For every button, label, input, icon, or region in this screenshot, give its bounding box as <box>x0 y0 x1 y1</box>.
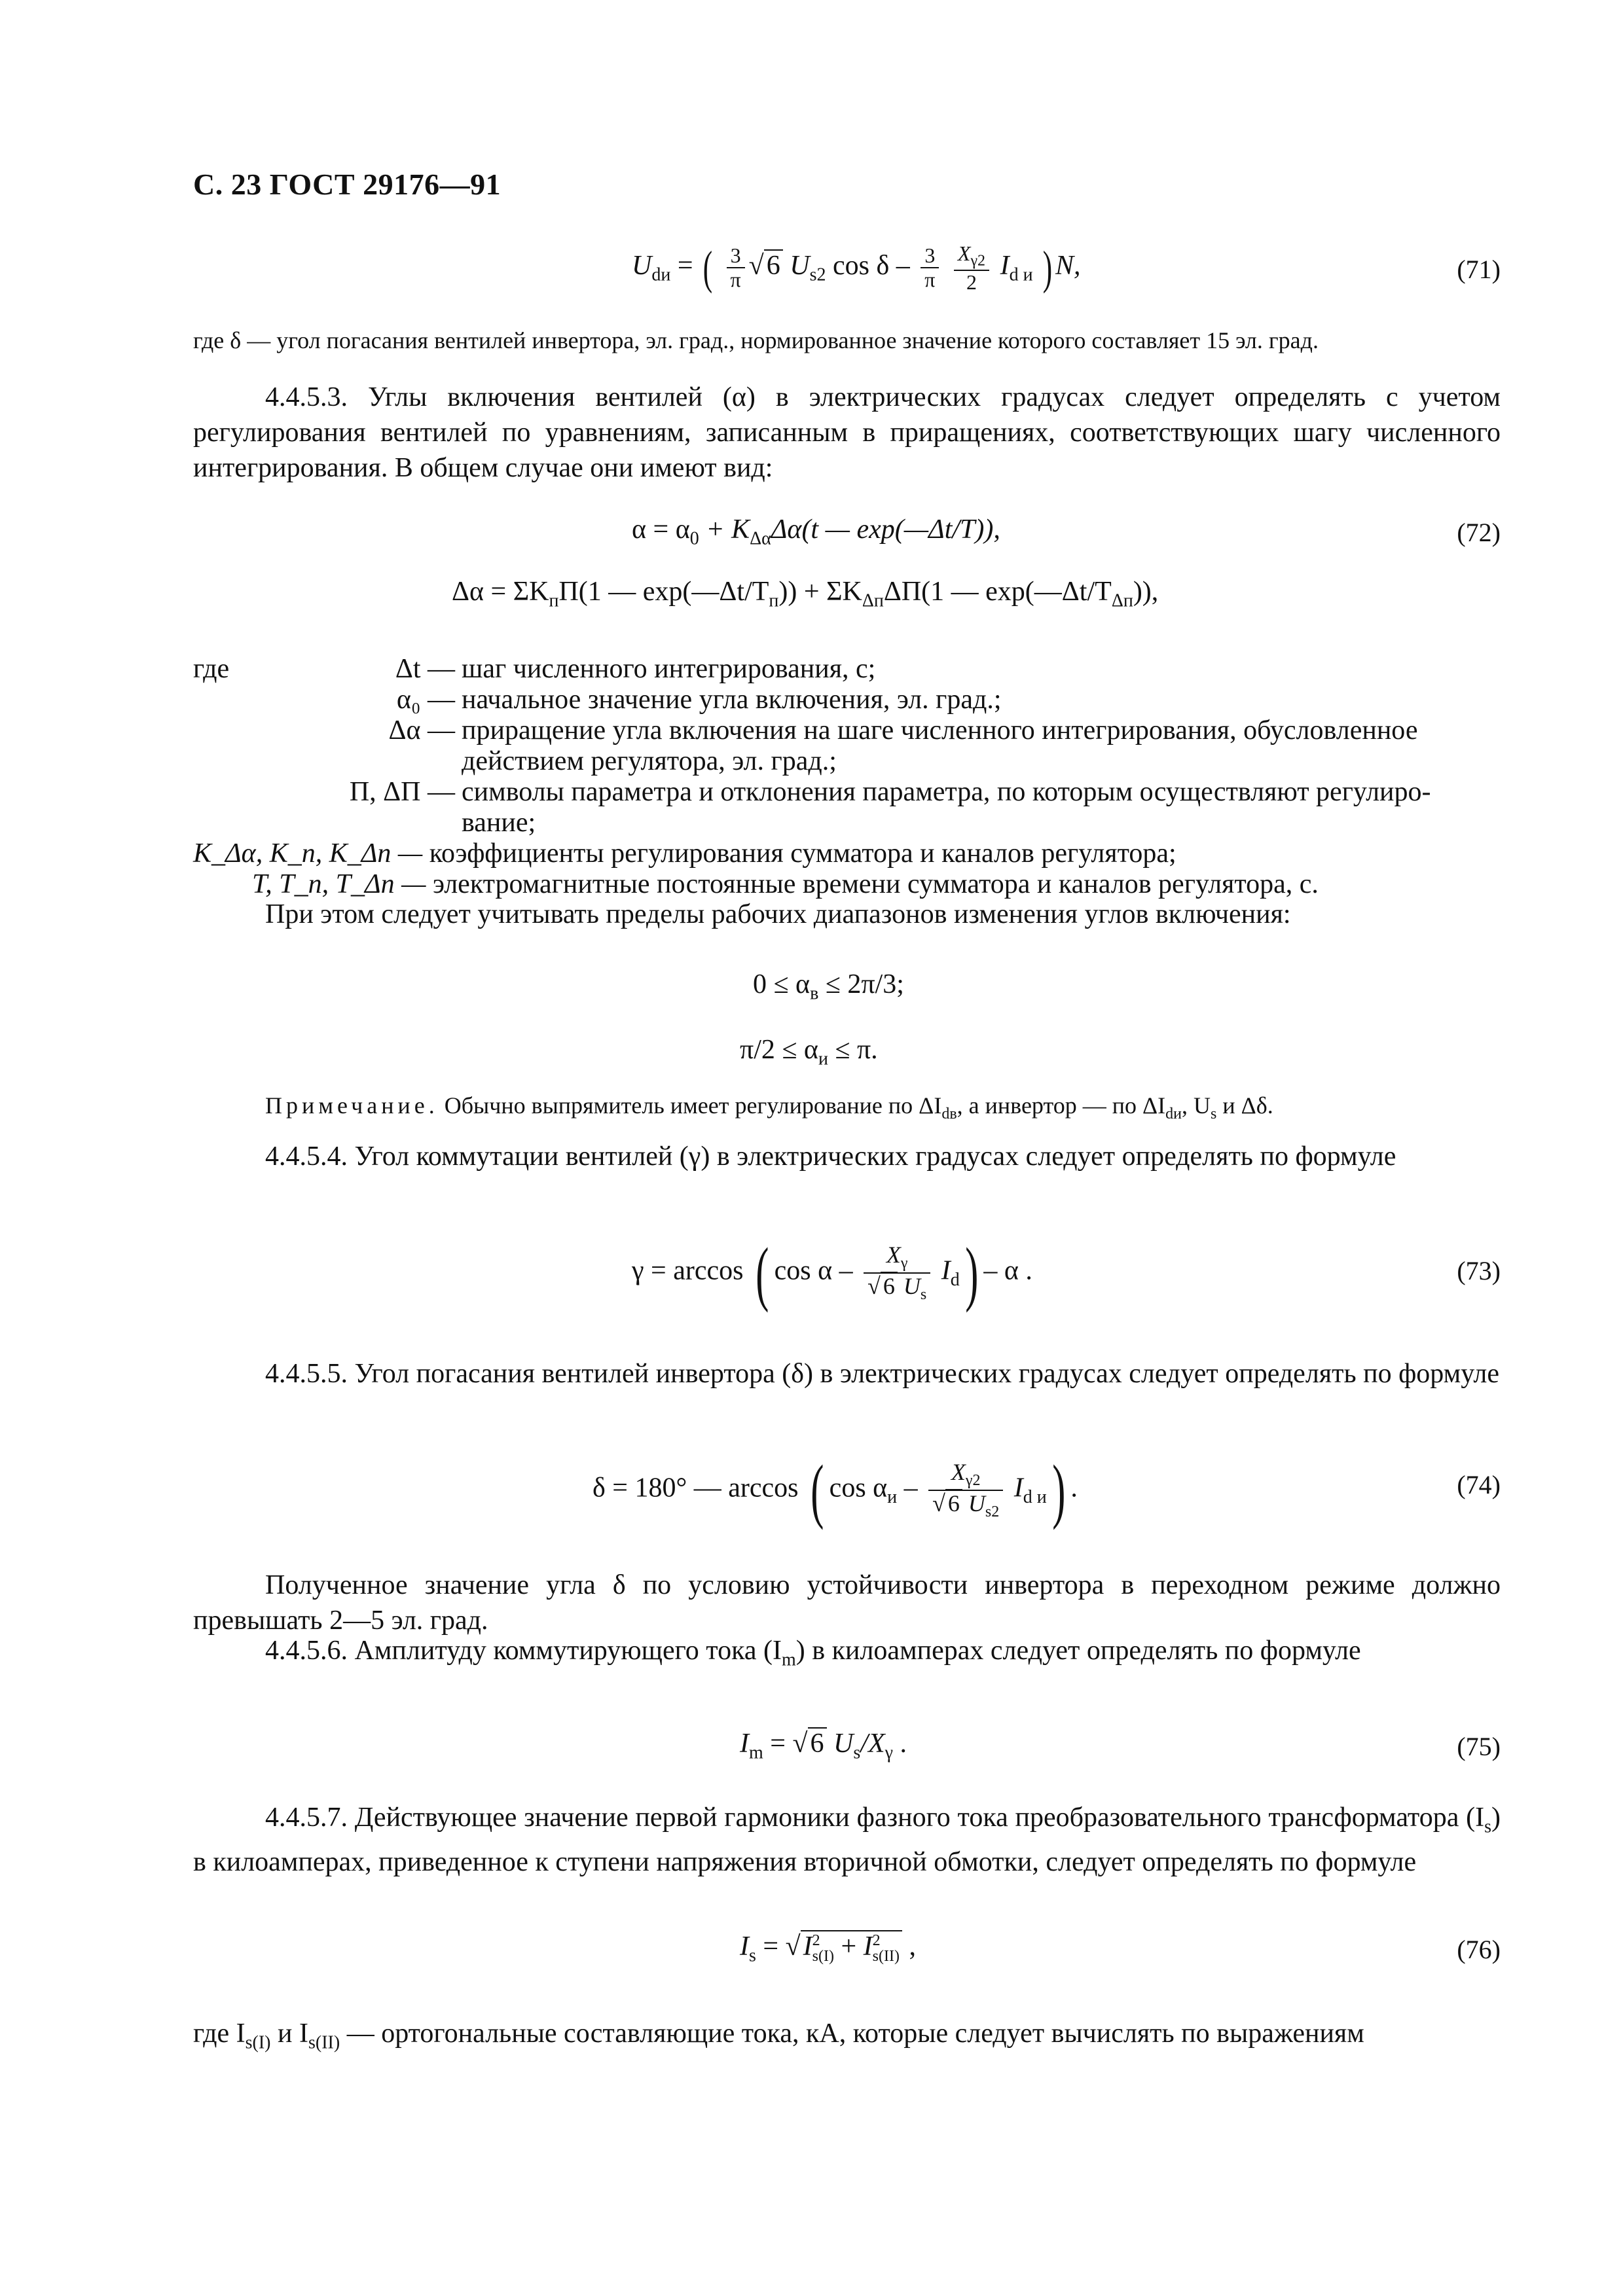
eq-number-75: (75) <box>1457 1732 1501 1761</box>
section-4-4-5-6: 4.4.5.6. Амплитуду коммутирующего тока $(I_m)$ в килоамперах следует определять по формуле <box>265 1636 1361 1670</box>
definitions-list <box>193 651 1503 913</box>
def-term-a0: α₀ — <box>396 685 455 715</box>
limit-inverter: $\pi/2 \le \alpha_и \le \pi$. <box>740 1035 878 1069</box>
def-desc-p: символы параметра и отклонения параметра, по которым осуществляют регулиро- <box>462 777 1431 807</box>
equation-71: $U_{dи}$ = ( $\frac{3}{\pi}$ √6 $U_{s2}$ cos δ – $\frac{3}{\pi}$ $\frac{X_{\gamma 2}}{2}$ $I_{d и}$ ) N, <box>632 242 1081 295</box>
def-desc-t: электромагнитные постоянные времени сумматора и каналов регулятора, с. <box>432 869 1319 899</box>
def-desc-a0: начальное значение угла включения, эл. град.; <box>462 685 1002 715</box>
def-term-k: K_Δα, K_п, K_Δп — <box>193 838 423 869</box>
delta-definition: где δ — угол погасания вентилей инвертора, эл. град., нормированное значение которого составляет 15 эл. град. <box>193 327 1319 353</box>
page-header: С. 23 ГОСТ 29176—91 <box>193 168 501 201</box>
note: Примечание. Обычно выпрямитель имеет регулирование по $\Delta I_{dв}$, а инвертор — по $\Delta I_{dи}$, $U_s$ и Δδ. <box>265 1092 1273 1123</box>
def-desc-da: приращение угла включения на шаге численного интегрирования, обусловленное <box>462 715 1418 745</box>
equation-76: $I_s = √I^2_{s(I)} + I^2_{s(II)}$ , <box>740 1931 916 1966</box>
limits-intro: При этом следует учитывать пределы рабочих диапазонов изменения углов включения: <box>265 899 1291 929</box>
equation-72b: $\Delta\alpha = \Sigma K_пП(1$ — $\exp(—\Delta t/T_п)) + \Sigma K_{\Delta п}\Delta П(1$ — $\exp(—\Delta t/T_{\Delta п})$), <box>452 577 1159 611</box>
section-4-4-5-7: 4.4.5.7. Действующее значение первой гармоники фазного тока преобразовательного трансформатора $(I_s)$ в килоамперах, приведенное к ступени напряжения вторичной обмотки, следует определять по формуле <box>193 1803 1501 1878</box>
section-4-4-5-4: 4.4.5.4. Угол коммутации вентилей (γ) в электрических градусах следует определять по формуле <box>265 1141 1396 1172</box>
def-term-t: T, T_п, T_Δп — <box>252 869 426 899</box>
final-line: где $I_{s(I)}$ и $I_{s(II)}$ — ортогональные составляющие тока, кА, которые следует вычислять по выражениям <box>193 2018 1364 2053</box>
def-desc-p-cont: вание; <box>462 808 536 838</box>
where-label: где <box>193 654 230 684</box>
def-desc-da-cont: действием регулятора, эл. град.; <box>462 746 837 776</box>
equation-72: $\alpha = \alpha_0 + K_{\Delta\alpha}\Delta\alpha(t$ — exp(—Δt/T)), <box>632 514 1000 549</box>
def-desc-k: коэффициенты регулирования сумматора и каналов регулятора; <box>429 838 1176 869</box>
eq-number-74: (74) <box>1457 1470 1501 1499</box>
equation-74: δ = 180° — arccos ( $\cos \alpha_и$ – $\frac{X_{\gamma 2}}{√ 6 U_{s2}}$ $I_{d и}$) . <box>593 1450 1078 1530</box>
limit-rectifier: $0 \le \alpha_в \le 2\pi/3$; <box>753 969 904 1004</box>
def-term-p: П, ΔП — <box>349 777 455 807</box>
def-term-dt: Δt — <box>395 654 455 684</box>
def-desc-dt: шаг численного интегрирования, с; <box>462 654 876 684</box>
equation-75: $I_m = √6$ $U_s/X_\gamma$ . <box>740 1729 907 1763</box>
def-row-k <box>193 836 1176 871</box>
eq-number-72: (72) <box>1457 518 1501 547</box>
eq-number-71: (71) <box>1457 255 1501 284</box>
eq-number-73: (73) <box>1457 1256 1501 1285</box>
eq-number-76: (76) <box>1457 1935 1501 1964</box>
equation-73: γ = arccos ( cos α – $\frac{X_\gamma}{√ 6 U_s}$ $I_d$) – α . <box>632 1233 1032 1313</box>
section-4-4-5-3: 4.4.5.3. Углы включения вентилей (α) в электрических градусах следует определять с учетом регулирования вентилей по уравнениям, записанным в приращениях, соответствующих шагу численного интегрирования. В общем случае они имеют вид: <box>193 382 1501 483</box>
def-term-da: Δα — <box>388 715 455 745</box>
section-4-4-5-5: 4.4.5.5. Угол погасания вентилей инвертора (δ) в электрических градусах следует определять по формуле <box>265 1359 1499 1389</box>
delta-stability-paragraph: Полученное значение угла δ по условию устойчивости инвертора в переходном режиме должно превышать 2—5 эл. град. <box>193 1570 1501 1636</box>
